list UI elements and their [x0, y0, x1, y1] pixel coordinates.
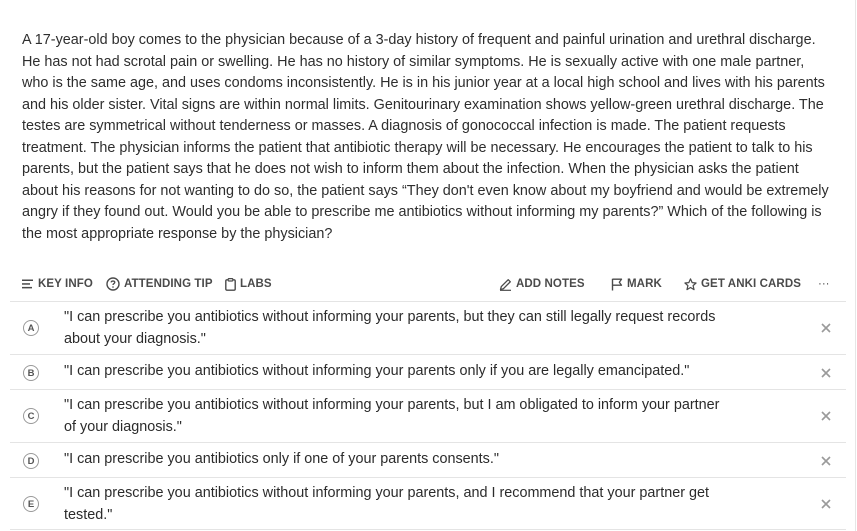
strike-option-button[interactable]	[819, 409, 833, 423]
strike-option-button[interactable]	[819, 366, 833, 380]
option-text: "I can prescribe you antibiotics without informing your parents only if you are legally emancipated."	[64, 363, 690, 379]
option-letter-badge: B	[23, 365, 39, 381]
answer-option-e[interactable]	[10, 477, 846, 530]
close-icon	[821, 368, 831, 378]
attending-tip-label: ATTENDING TIP	[124, 278, 213, 290]
option-text: "I can prescribe you antibiotics only if one of your parents consents."	[64, 451, 499, 467]
close-icon	[821, 411, 831, 421]
answer-option-a[interactable]	[10, 301, 846, 354]
attending-tip-button[interactable]	[106, 274, 213, 294]
pencil-icon	[499, 278, 512, 291]
option-text: "I can prescribe you antibiotics without informing your parents, but they can still legally request records about your diagnosis."	[64, 309, 716, 347]
option-letter-badge: D	[23, 453, 39, 469]
answer-options	[10, 301, 846, 530]
more-options-button[interactable]: ···	[818, 278, 830, 290]
strike-option-button[interactable]	[819, 497, 833, 511]
strike-option-button[interactable]	[819, 454, 833, 468]
question-stem: A 17-year-old boy comes to the physician because of a 3-day history of frequent and painful urination and urethral discharge. He has not had scrotal pain or swelling. He has no history of similar symptoms. He is sexually active with one male partner, who is the same age, and uses condoms inconsistently. He is in his junior year at a local high school and lives with his parents and his older sister. Vital signs are within normal limits. Genitourinary examination shows yellow-green urethral discharge. The testes are symmetrical without tenderness or masses. A diagnosis of gonococcal infection is made. The patient requests treatment. The physician informs the patient that antibiotic therapy will be necessary. He encourages the patient to talk to his parents, but the patient says that he does not wish to inform them about the infection. When the physician asks the patient about his reasons for not wanting to do so, the patient says “They don't even know about my boyfriend and would be extremely angry if they found out. Would you be able to prescribe me antibiotics without informing my parents?” Which of the following is the most appropriate response by the physician?	[22, 32, 829, 242]
list-lines-icon	[22, 279, 34, 289]
option-letter-badge: A	[23, 320, 39, 336]
get-anki-cards-button[interactable]	[684, 274, 801, 294]
answer-option-d[interactable]	[10, 442, 846, 477]
question-toolbar	[22, 274, 832, 294]
add-notes-button[interactable]	[499, 274, 585, 294]
mark-label: MARK	[627, 278, 662, 290]
star-outline-icon	[684, 278, 697, 291]
clipboard-icon	[225, 278, 236, 291]
answer-option-b[interactable]	[10, 354, 846, 389]
close-icon	[821, 323, 831, 333]
key-info-label: KEY INFO	[38, 278, 93, 290]
close-icon	[821, 456, 831, 466]
option-text: "I can prescribe you antibiotics without informing your parents, and I recommend that your partner get tested."	[64, 485, 710, 523]
option-letter-badge: C	[23, 408, 39, 424]
get-anki-cards-label: GET ANKI CARDS	[701, 278, 802, 290]
close-icon	[821, 499, 831, 509]
labs-button[interactable]	[225, 274, 272, 294]
labs-label: LABS	[240, 278, 272, 290]
mark-button[interactable]	[611, 274, 662, 294]
option-text: "I can prescribe you antibiotics without informing your parents, but I am obligated to inform your partner of your diagnosis."	[64, 397, 720, 435]
add-notes-label: ADD NOTES	[516, 278, 585, 290]
answer-option-c[interactable]	[10, 389, 846, 442]
key-info-button[interactable]	[22, 274, 93, 294]
strike-option-button[interactable]	[819, 321, 833, 335]
option-letter-badge: E	[23, 496, 39, 512]
question-circle-icon	[106, 277, 120, 291]
flag-icon	[611, 278, 623, 291]
